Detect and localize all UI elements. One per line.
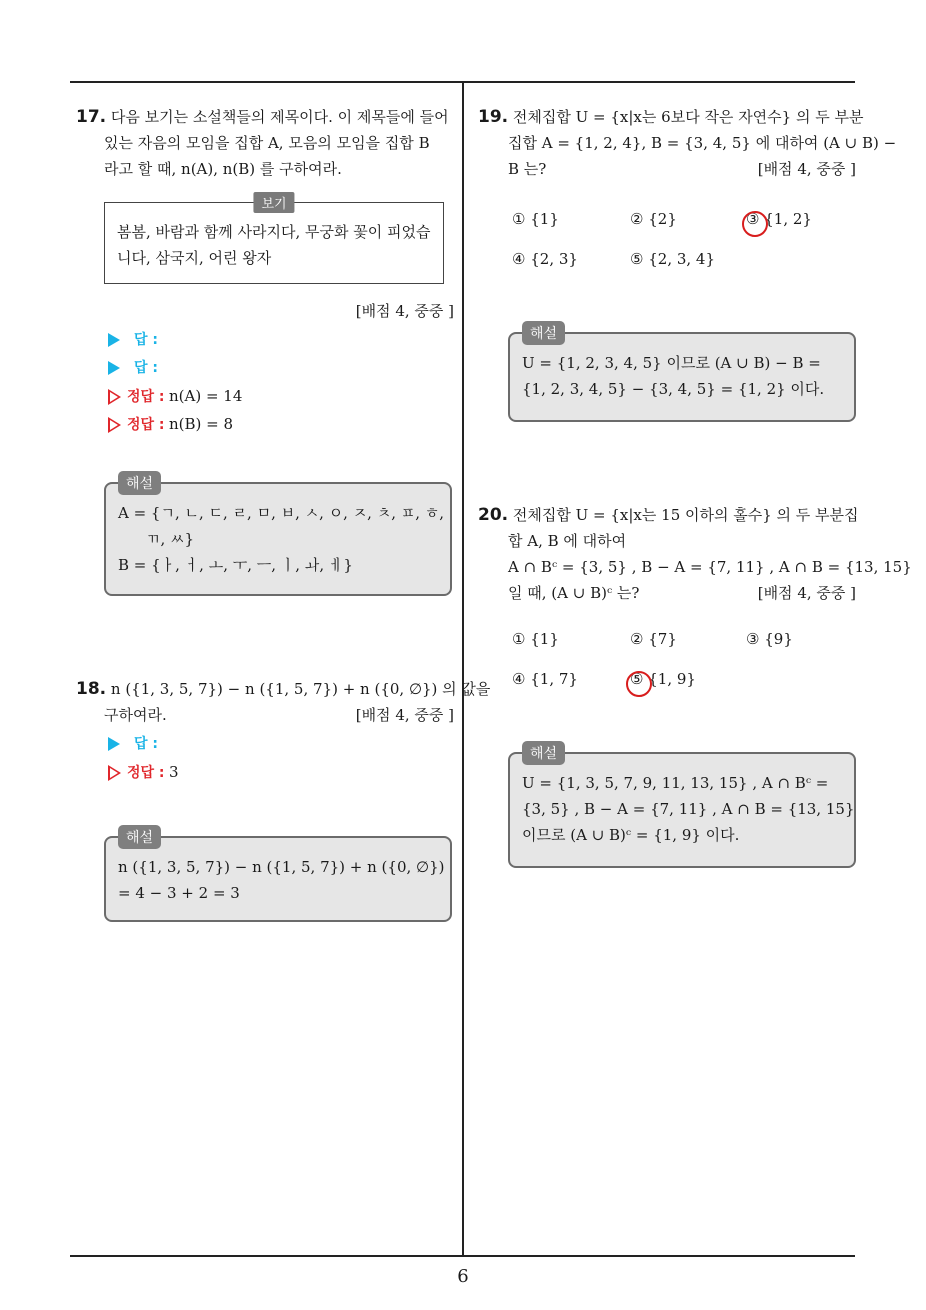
choice-1[interactable]: ① {1}: [512, 210, 559, 228]
correct-answer-row: [108, 410, 242, 438]
bogi-text-line: 니다, 삼국지, 어린 왕자: [117, 249, 272, 267]
question-text-line: 다음 보기는 소설책들의 제목이다. 이 제목들에 들어: [110, 108, 449, 126]
correct-label: 정답 :: [127, 417, 165, 433]
question-text-line: 구하여라.: [104, 706, 167, 724]
question-19: [478, 104, 897, 398]
correct-label: 정답 :: [127, 765, 165, 781]
selected-answer-circle-icon: [626, 671, 652, 697]
explanation-label: 해설: [522, 321, 565, 345]
explanation-box: [104, 830, 452, 922]
explanation-box: [104, 476, 452, 596]
explanation-box: [508, 746, 856, 868]
question-text-line: 일 때, (A ∪ B)ᶜ 는?: [508, 584, 640, 602]
answer-row: [108, 730, 179, 758]
question-text-line: A ∩ Bᶜ = {3, 5} , B − A = {7, 11} , A ∩ B = {13, 15}: [508, 558, 912, 576]
explanation-line: {1, 2, 3, 4, 5} − {3, 4, 5} = {1, 2} 이다.: [522, 380, 825, 398]
question-text-line: 전체집합 U = {x|x는 6보다 작은 자연수} 의 두 부분: [512, 108, 864, 126]
play-triangle-icon: [108, 333, 120, 347]
selected-answer-circle-icon: [742, 211, 768, 237]
question-text-line: n ({1, 3, 5, 7}) − n ({1, 5, 7}) + n ({0, ∅}) 의 값을: [110, 680, 491, 698]
correct-value: n(A) = 14: [168, 387, 243, 405]
choice-4[interactable]: ④ {2, 3}: [512, 250, 578, 268]
choice-4[interactable]: ④ {1, 7}: [512, 670, 578, 688]
question-20: [478, 502, 912, 844]
correct-answer-row: [108, 382, 242, 410]
question-text-line: 전체집합 U = {x|x는 15 이하의 홀수} 의 두 부분집: [512, 506, 859, 524]
question-number: 17.: [76, 107, 107, 127]
choice-3[interactable]: ③ {9}: [746, 630, 793, 648]
explanation-line: {3, 5} , B − A = {7, 11} , A ∩ B = {13, 15}: [522, 800, 855, 818]
explanation-line: A = {ㄱ, ㄴ, ㄷ, ㄹ, ㅁ, ㅂ, ㅅ, ㅇ, ㅈ, ㅊ, ㅍ, ㅎ,: [118, 504, 445, 522]
explanation-line: n ({1, 3, 5, 7}) − n ({1, 5, 7}) + n ({0, ∅}): [118, 858, 445, 876]
play-triangle-icon: [108, 361, 120, 375]
outline-triangle-icon: [108, 389, 121, 405]
correct-label: 정답 :: [127, 389, 165, 405]
bottom-rule: [70, 1255, 855, 1257]
question-18: [76, 676, 491, 902]
choice-2[interactable]: ② {7}: [630, 630, 677, 648]
question-17: [76, 104, 454, 574]
explanation-line: 이므로 (A ∪ B)ᶜ = {1, 9} 이다.: [522, 826, 740, 844]
explanation-line: = 4 − 3 + 2 = 3: [118, 884, 240, 902]
question-text-line: 합 A, B 에 대하여: [508, 532, 627, 550]
play-triangle-icon: [108, 737, 120, 751]
score-label: [배점 4, 중중 ]: [757, 160, 856, 178]
question-text-line: B 는?: [508, 160, 547, 178]
column-divider: [462, 81, 464, 1256]
question-number: 19.: [478, 107, 509, 127]
page-number: 6: [457, 1266, 469, 1287]
answer-row: [108, 354, 242, 382]
answer-label: 답 :: [134, 332, 158, 348]
explanation-line: B = {ㅏ, ㅓ, ㅗ, ㅜ, ㅡ, ㅣ, ㅘ, ㅔ}: [118, 556, 353, 574]
question-text-line: 있는 자음의 모임을 집합 A, 모음의 모임을 집합 B: [104, 134, 430, 152]
choice-3[interactable]: ③ {1, 2}: [746, 210, 812, 228]
answer-row: [108, 326, 242, 354]
explanation-line: U = {1, 2, 3, 4, 5} 이므로 (A ∪ B) − B =: [522, 354, 821, 372]
score-label: [배점 4, 중중 ]: [757, 584, 856, 602]
correct-value: 3: [168, 763, 179, 781]
choice-5[interactable]: ⑤ {2, 3, 4}: [630, 250, 716, 268]
outline-triangle-icon: [108, 765, 121, 781]
choice-5[interactable]: ⑤ {1, 9}: [630, 670, 696, 688]
explanation-line: ㄲ, ㅆ}: [146, 530, 195, 548]
answer-label: 답 :: [134, 360, 158, 376]
correct-answer-row: [108, 758, 179, 786]
choice-2[interactable]: ② {2}: [630, 210, 677, 228]
question-number: 20.: [478, 505, 509, 525]
bogi-box: [104, 197, 444, 284]
outline-triangle-icon: [108, 417, 121, 433]
question-number: 18.: [76, 679, 107, 699]
correct-value: n(B) = 8: [168, 415, 234, 433]
explanation-box: [508, 326, 856, 422]
bogi-label: 보기: [253, 192, 294, 213]
answer-label: 답 :: [134, 736, 158, 752]
explanation-label: 해설: [118, 825, 161, 849]
bogi-text-line: 봄봄, 바람과 함께 사라지다, 무궁화 꽃이 피었습: [117, 223, 431, 241]
question-text-line: 라고 할 때, n(A), n(B) 를 구하여라.: [104, 160, 342, 178]
score-label: [배점 4, 중중 ]: [355, 302, 454, 320]
explanation-line: U = {1, 3, 5, 7, 9, 11, 13, 15} , A ∩ Bᶜ =: [522, 774, 829, 792]
question-text-line: 집합 A = {1, 2, 4}, B = {3, 4, 5} 에 대하여 (A ∪ B) −: [508, 134, 897, 152]
choice-1[interactable]: ① {1}: [512, 630, 559, 648]
score-label: [배점 4, 중중 ]: [355, 706, 454, 724]
explanation-label: 해설: [118, 471, 161, 495]
explanation-label: 해설: [522, 741, 565, 765]
